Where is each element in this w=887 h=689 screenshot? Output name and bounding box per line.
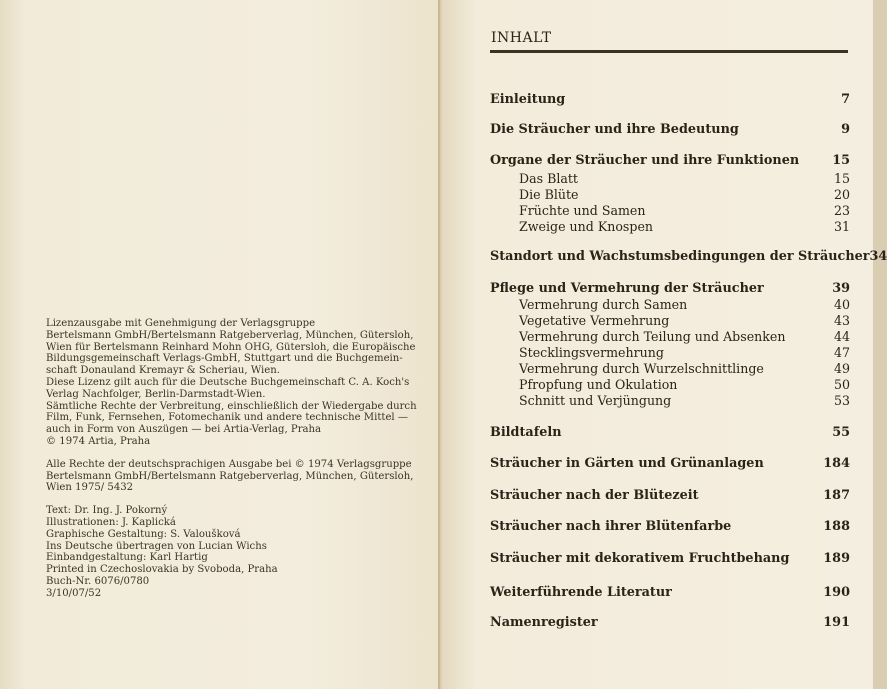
toc-entry-page: 9 — [841, 122, 850, 137]
toc-entry — [490, 456, 850, 471]
toc-entry-title: Namenregister — [490, 615, 598, 630]
toc-entry — [490, 122, 850, 137]
imprint-line: Buch-Nr. 6076/0780 — [46, 575, 150, 587]
toc-entry-page: 189 — [823, 551, 850, 566]
imprint-line: Printed in Czechoslovakia by Svoboda, Praha — [46, 564, 278, 576]
imprint-block — [46, 505, 416, 599]
toc-entry-title: Das Blatt — [519, 171, 578, 186]
toc-entry-page: 20 — [833, 187, 850, 202]
toc-entry-page: 190 — [823, 585, 850, 600]
toc-entry-page: 50 — [833, 377, 850, 392]
imprint-line: Ins Deutsche übertragen von Lucian Wichs — [46, 540, 267, 552]
toc-entry-title: Organe der Sträucher und ihre Funktionen — [490, 153, 800, 168]
toc-entry — [490, 281, 850, 296]
toc-entry — [490, 187, 850, 202]
toc-entry-page: 39 — [832, 281, 850, 296]
toc-entry-page: 31 — [833, 219, 850, 234]
imprint-block — [46, 459, 416, 494]
toc-entry — [490, 519, 850, 534]
imprint-line: Bildungsgemeinschaft Verlags-GmbH, Stuttgart und die Buchgemein- — [46, 353, 403, 365]
imprint-line: Wien für Bertelsmann Reinhard Mohn OHG, Gütersloh, die Europäische — [46, 341, 416, 353]
toc-entry — [490, 361, 850, 376]
imprint-line: Bertelsmann GmbH/Bertelsmann Ratgeberverlag, München, Gütersloh, — [46, 329, 414, 341]
imprint-line: auch in Form von Auszügen — bei Artia-Verlag, Praha — [46, 424, 322, 436]
toc-entry — [490, 393, 850, 408]
toc-entry — [490, 249, 887, 264]
toc-entry — [490, 313, 850, 328]
toc-entry — [490, 615, 850, 630]
toc-entry-title: Vermehrung durch Wurzelschnittlinge — [519, 361, 764, 376]
toc-entry-title: Stecklingsvermehrung — [519, 345, 664, 360]
toc-entry-title: Pflege und Vermehrung der Sträucher — [490, 281, 764, 296]
toc-entry-page: 23 — [833, 203, 850, 218]
toc-entry-title: Sträucher nach ihrer Blütenfarbe — [490, 519, 732, 534]
toc-entry — [490, 171, 850, 186]
toc-entry — [490, 551, 850, 566]
toc-entry-page: 40 — [833, 297, 850, 312]
imprint-line: Einbandgestaltung: Karl Hartig — [46, 552, 208, 564]
toc-entry — [490, 297, 850, 312]
toc-heading: INHALT — [491, 30, 552, 46]
toc-entry-page: 49 — [833, 361, 850, 376]
toc-entry-page: 44 — [833, 329, 850, 344]
toc-entry-title: Die Sträucher und ihre Bedeutung — [490, 122, 739, 137]
toc-entry — [490, 425, 850, 440]
toc-entry-page: 55 — [832, 425, 850, 440]
toc-entry-title: Standort und Wachstumsbedingungen der Sträucher — [490, 249, 870, 264]
toc-entry-page: 7 — [841, 92, 850, 107]
toc-entry-title: Sträucher in Gärten und Grünanlagen — [490, 456, 764, 471]
toc-entry-page: 15 — [832, 153, 850, 168]
toc-entry — [490, 345, 850, 360]
toc-entry-page: 15 — [833, 171, 850, 186]
imprint-line: Film, Funk, Fernsehen, Fotomechanik und andere technische Mittel — — [46, 412, 408, 424]
imprint-line: Illustrationen: J. Kaplická — [46, 516, 176, 528]
imprint-line: schaft Donauland Kremayr & Scheriau, Wien. — [46, 365, 280, 377]
imprint-block — [46, 318, 416, 448]
toc-entry-title: Vermehrung durch Samen — [519, 297, 688, 312]
toc-entry-page: 43 — [833, 313, 850, 328]
toc-entry-title: Einleitung — [490, 92, 566, 107]
imprint-text — [46, 318, 416, 611]
imprint-line: Alle Rechte der deutschsprachigen Ausgabe bei © 1974 Verlagsgruppe — [46, 458, 412, 470]
imprint-line: Verlag Nachfolger, Berlin-Darmstadt-Wien. — [46, 388, 266, 400]
toc-entry-page: 191 — [823, 615, 850, 630]
toc-entry-page: 53 — [833, 393, 850, 408]
toc-entry — [490, 329, 850, 344]
imprint-line: Lizenzausgabe mit Genehmigung der Verlagsgruppe — [46, 318, 316, 329]
imprint-line: © 1974 Artia, Praha — [46, 435, 151, 447]
toc-entry-page: 187 — [823, 488, 850, 503]
toc-entry-title: Bildtafeln — [490, 425, 562, 440]
toc-entry — [490, 203, 850, 218]
imprint-line: Bertelsmann GmbH/Bertelsmann Ratgeberverlag, München, Gütersloh, — [46, 470, 414, 482]
imprint-line: Wien 1975/ 5432 — [46, 482, 134, 494]
imprint-line: Sämtliche Rechte der Verbreitung, einschließlich der Wiedergabe durch — [46, 400, 417, 412]
toc-entry-title: Weiterführende Literatur — [490, 585, 672, 600]
imprint-line: Diese Lizenz gilt auch für die Deutsche Buchgemeinschaft C. A. Koch's — [46, 376, 410, 388]
right-page — [442, 0, 887, 689]
imprint-line: Graphische Gestaltung: S. Valoušková — [46, 528, 241, 540]
toc-entry — [490, 92, 850, 107]
toc-entry-title: Sträucher mit dekorativem Fruchtbehang — [490, 551, 790, 566]
toc-entry — [490, 488, 850, 503]
toc-entry — [490, 219, 850, 234]
toc-entry — [490, 585, 850, 600]
imprint-line: Text: Dr. Ing. J. Pokorný — [46, 505, 168, 517]
toc-entry-page: 47 — [833, 345, 850, 360]
toc-entry-title: Schnitt und Verjüngung — [519, 393, 672, 408]
toc-entry-page: 188 — [823, 519, 850, 534]
toc-entry-title: Vegetative Vermehrung — [519, 313, 670, 328]
toc-entry-title: Früchte und Samen — [519, 203, 646, 218]
toc-entry-page: 184 — [823, 456, 850, 471]
toc-entry-title: Pfropfung und Okulation — [519, 377, 678, 392]
toc-entry-title: Vermehrung durch Teilung und Absenken — [519, 329, 786, 344]
toc-entry-page: 34 — [869, 249, 887, 264]
toc-entry — [490, 377, 850, 392]
heading-rule — [490, 50, 848, 53]
imprint-line: 3/10/07/52 — [46, 587, 102, 599]
left-page — [0, 0, 440, 689]
toc-entry — [490, 153, 850, 168]
toc-entry-title: Die Blüte — [519, 187, 579, 202]
toc-entry-title: Sträucher nach der Blütezeit — [490, 488, 699, 503]
toc-entry-title: Zweige und Knospen — [519, 219, 654, 234]
